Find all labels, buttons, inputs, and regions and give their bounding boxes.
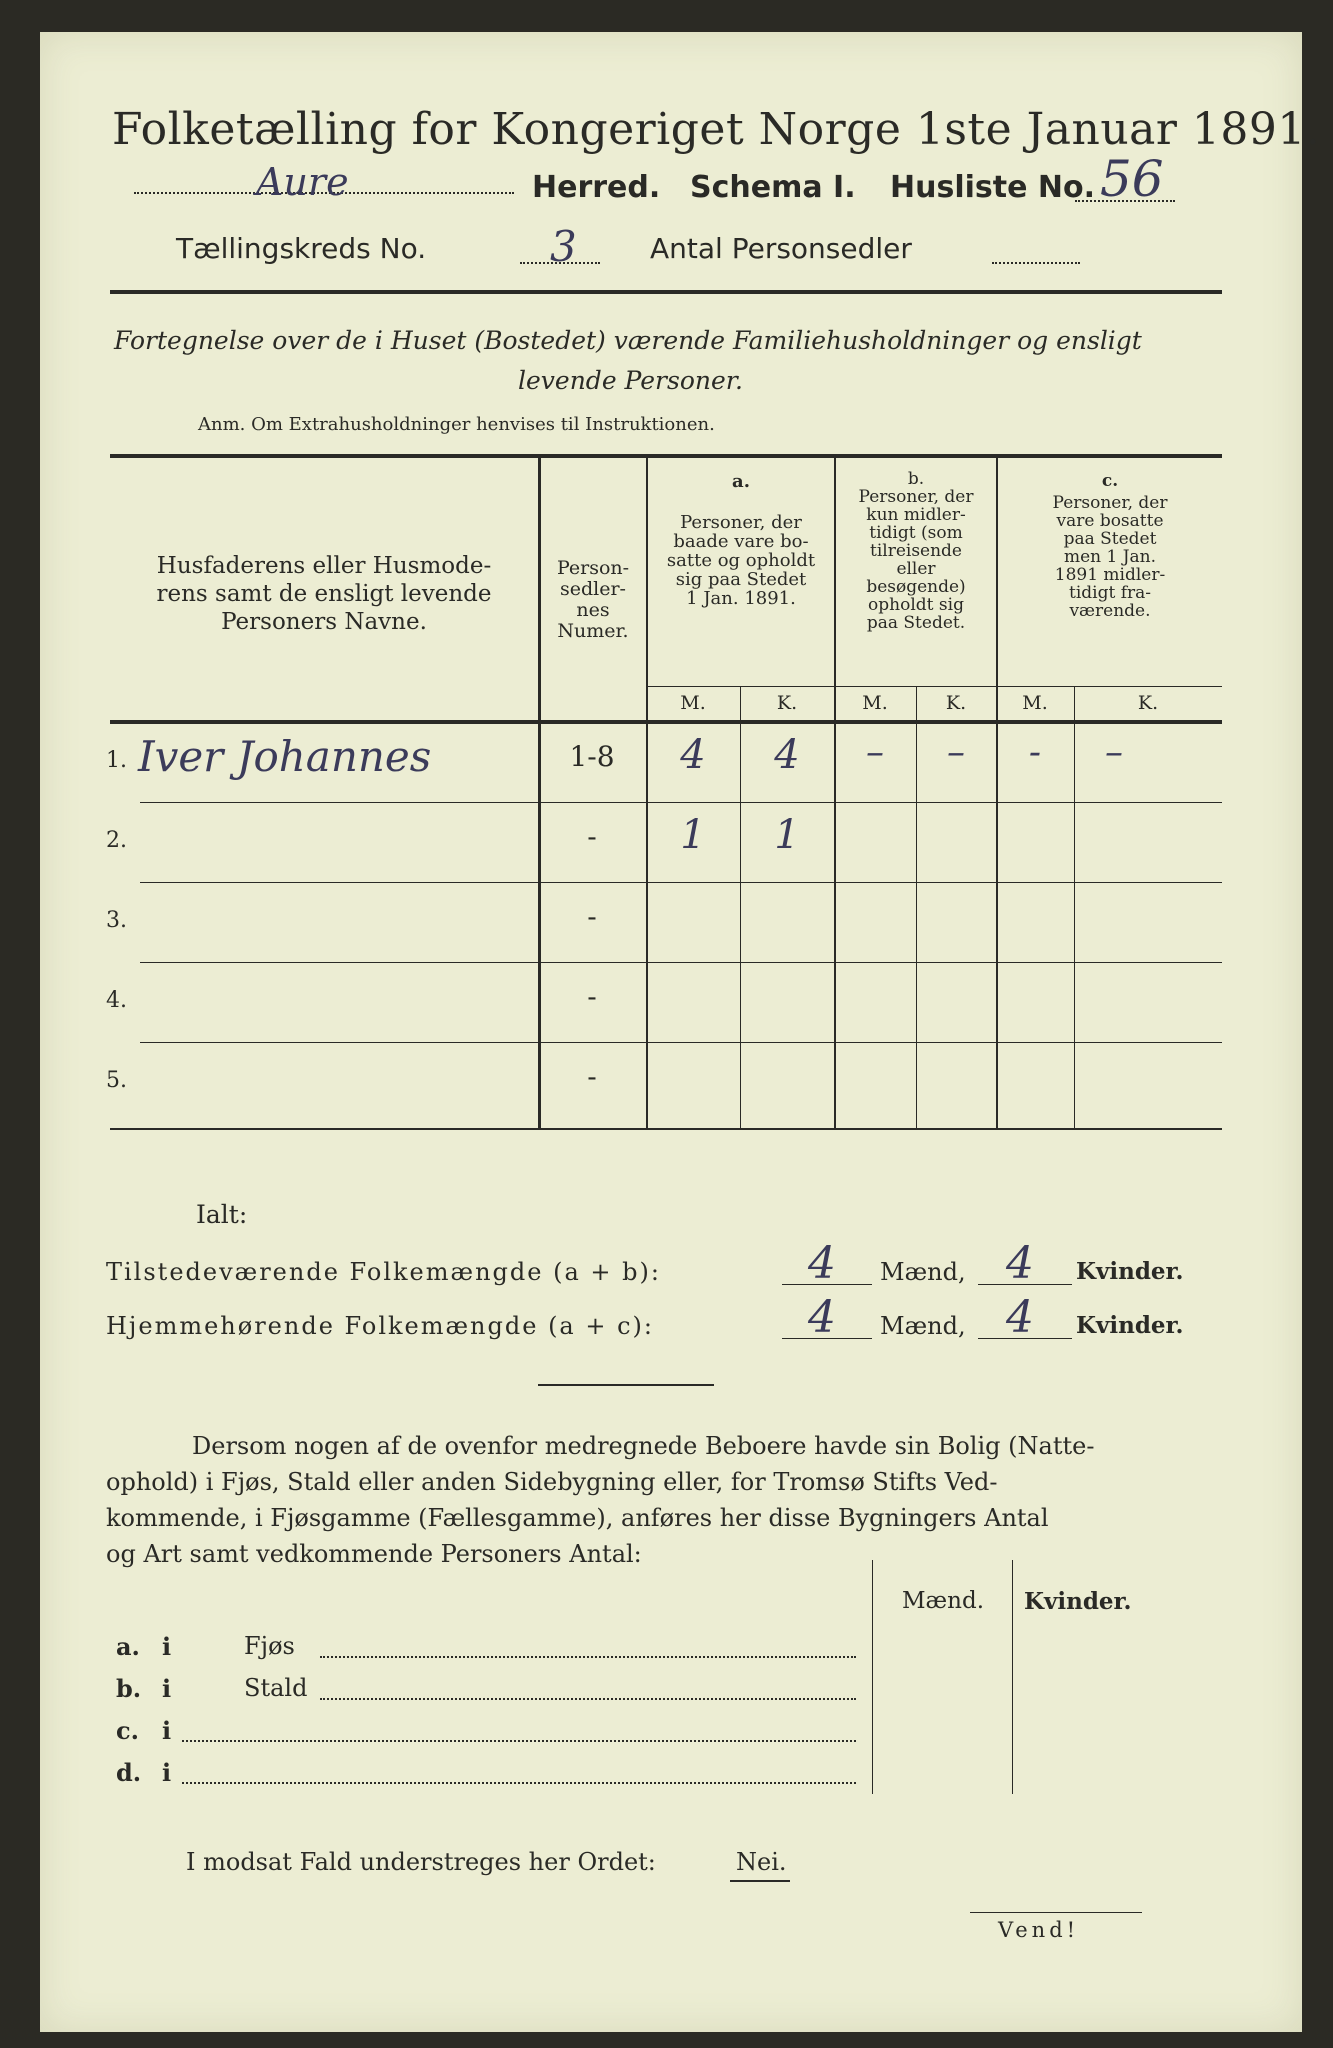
schema-label: Schema I. <box>690 170 856 205</box>
bottom-p2: ophold) i Fjøs, Stald eller anden Sidebygning eller, for Tromsø Stifts Ved- <box>106 1468 998 1496</box>
row-number: 3. <box>106 908 127 933</box>
item-dots <box>320 1698 856 1700</box>
col-c-letter: c. <box>1101 471 1119 491</box>
bottom-p1: Dersom nogen af de ovenfor medregnede Beboere havde sin Bolig (Natte- <box>192 1432 1095 1460</box>
col-b-l4: tilreisende <box>869 541 962 561</box>
husliste-label: Husliste No. <box>890 170 1095 205</box>
antal-dots <box>992 262 1080 264</box>
tilst-kvinder: Kvinder. <box>1076 1258 1184 1285</box>
row-number: 4. <box>106 988 127 1013</box>
hjem-kvinder: Kvinder. <box>1076 1312 1184 1339</box>
header-rule <box>110 290 1222 294</box>
row-rule <box>140 1042 1222 1043</box>
col-num-l1: Person- <box>556 557 630 579</box>
col-c-l3: paa Stedet <box>1063 529 1157 549</box>
krets-label: Tællingskreds No. <box>176 232 427 265</box>
item-letter: c. <box>116 1716 139 1745</box>
nei-word: Nei. <box>736 1848 787 1876</box>
col-names-l2: rens samt de ensligt levende <box>156 581 492 607</box>
ialt-label: Ialt: <box>196 1200 248 1229</box>
col-a-l5: 1 Jan. 1891. <box>686 588 796 609</box>
row-b-m: – <box>866 732 884 773</box>
col-names-l3: Personers Navne. <box>221 609 427 635</box>
col-c-l1: Personer, der <box>1052 493 1168 513</box>
col-a-letter: a. <box>732 471 750 492</box>
col-b-l2: kun midler- <box>866 505 966 525</box>
item-i: i <box>162 1632 172 1661</box>
col-c-l4: men 1 Jan. <box>1063 547 1157 567</box>
col-a-l1: Personer, der <box>680 512 802 533</box>
tilst-m-value: 4 <box>808 1238 836 1289</box>
census-form-sheet <box>40 32 1321 2032</box>
form-title: Folketælling for Kongeriget Norge 1ste Januar 1891. <box>112 104 1321 155</box>
row-number: 1. <box>106 748 127 773</box>
row-rule <box>140 802 1222 803</box>
cm-label: M. <box>1022 692 1048 714</box>
col-b-l6: besøgende) <box>866 577 966 597</box>
bottom-p3: kommende, i Fjøsgamme (Fællesgamme), anføres her disse Bygningers Antal <box>106 1504 1049 1532</box>
table-top-rule <box>110 454 1222 458</box>
bottom-p4: og Art samt vedkommende Personers Antal: <box>106 1540 642 1568</box>
row-a-k: 1 <box>774 812 800 858</box>
row-num: - <box>587 1060 597 1093</box>
item-letter: a. <box>116 1632 140 1661</box>
row-c-k: – <box>1105 732 1123 773</box>
col-names-header <box>114 552 534 636</box>
col-a-l3: satte og opholdt <box>666 550 816 571</box>
table-vline-1 <box>538 458 541 1128</box>
col-c-l7: værende. <box>1069 601 1151 621</box>
mk-subrule <box>646 686 1222 687</box>
col-c-l2: vare bosatte <box>1056 511 1164 531</box>
row-b-k: – <box>947 732 965 773</box>
husliste-value: 56 <box>1100 150 1164 208</box>
col-c-l5: 1891 midler- <box>1054 565 1166 585</box>
row-num: - <box>587 900 597 933</box>
row-rule <box>140 882 1222 883</box>
col-b-letter: b. <box>907 469 925 489</box>
anm-note: Anm. Om Extrahusholdninger henvises til Instruktionen. <box>198 414 715 435</box>
tilst-k-value: 4 <box>1006 1238 1034 1289</box>
bottom-vline-2 <box>1012 1560 1013 1794</box>
row-num: 1-8 <box>569 740 615 773</box>
col-c-header <box>998 472 1222 620</box>
section-divider <box>538 1384 714 1386</box>
ak-label: K. <box>776 692 798 714</box>
col-num-header <box>542 558 644 642</box>
herred-label: Herred. <box>532 170 661 205</box>
col-c-l6: tidigt fra- <box>1068 583 1151 603</box>
hjem-label: Hjemmehørende Folkemængde (a + c): <box>106 1312 654 1340</box>
item-text: Stald <box>244 1674 308 1702</box>
table-vline-2 <box>646 458 648 1128</box>
table-header-rule <box>110 720 1222 724</box>
table-bottom-rule <box>110 1128 1222 1130</box>
row-a-k: 4 <box>774 732 800 778</box>
item-dots <box>182 1782 856 1784</box>
bottom-maend-head: Mænd. <box>902 1588 985 1614</box>
bm-label: M. <box>862 692 888 714</box>
item-i: i <box>162 1758 172 1787</box>
herred-value: Aure <box>256 160 349 204</box>
col-a-header <box>650 472 832 608</box>
col-b-l5: eller <box>896 559 936 579</box>
col-a-l2: baade vare bo- <box>673 531 809 552</box>
intro-line1: Fortegnelse over de i Huset (Bostedet) værende Familiehusholdninger og ensligt <box>114 326 1142 355</box>
vend-text: Vend! <box>998 1918 1080 1942</box>
row-a-m: 1 <box>680 812 706 858</box>
row-rule <box>140 962 1222 963</box>
row-number: 5. <box>106 1068 127 1093</box>
modsat-text: I modsat Fald understreges her Ordet: <box>186 1848 656 1876</box>
ck-label: K. <box>1137 692 1159 714</box>
row-num: - <box>587 820 597 853</box>
row-a-m: 4 <box>680 732 706 778</box>
tilst-label: Tilstedeværende Folkemængde (a + b): <box>106 1258 661 1286</box>
col-num-l3: nes <box>576 599 610 621</box>
bottom-vline-1 <box>872 1560 873 1794</box>
item-dots <box>182 1740 856 1742</box>
col-names-l1: Husfaderens eller Husmode- <box>156 553 492 579</box>
intro-line2: levende Personer. <box>518 366 743 395</box>
antal-label: Antal Personsedler <box>650 232 912 265</box>
tilst-maend: Mænd, <box>880 1258 966 1286</box>
item-i: i <box>162 1716 172 1745</box>
col-b-l8: paa Stedet. <box>866 613 966 633</box>
col-a-l4: sig paa Stedet <box>675 569 807 590</box>
bk-label: K. <box>945 692 967 714</box>
col-num-l4: Numer. <box>557 620 629 642</box>
row-name: Iver Johannes <box>138 732 432 781</box>
hjem-maend: Mænd, <box>880 1312 966 1340</box>
col-b-l3: tidigt (som <box>869 523 963 543</box>
item-text: Fjøs <box>244 1632 295 1660</box>
col-b-header <box>836 470 996 632</box>
nei-underline <box>730 1880 790 1882</box>
hjem-m-value: 4 <box>808 1292 836 1343</box>
krets-value: 3 <box>550 222 577 271</box>
hjem-k-value: 4 <box>1006 1292 1034 1343</box>
col-num-l2: sedler- <box>560 578 626 600</box>
item-letter: d. <box>116 1758 142 1787</box>
item-dots <box>320 1656 856 1658</box>
col-b-l7: opholdt sig <box>868 595 964 615</box>
am-label: M. <box>680 692 706 714</box>
item-letter: b. <box>116 1674 142 1703</box>
vend-rule <box>970 1912 1142 1913</box>
bottom-kvinder-head: Kvinder. <box>1024 1588 1132 1615</box>
col-b-l1: Personer, der <box>858 487 974 507</box>
row-number: 2. <box>106 828 127 853</box>
row-c-m: - <box>1028 732 1042 773</box>
item-i: i <box>162 1674 172 1703</box>
row-num: - <box>587 980 597 1013</box>
